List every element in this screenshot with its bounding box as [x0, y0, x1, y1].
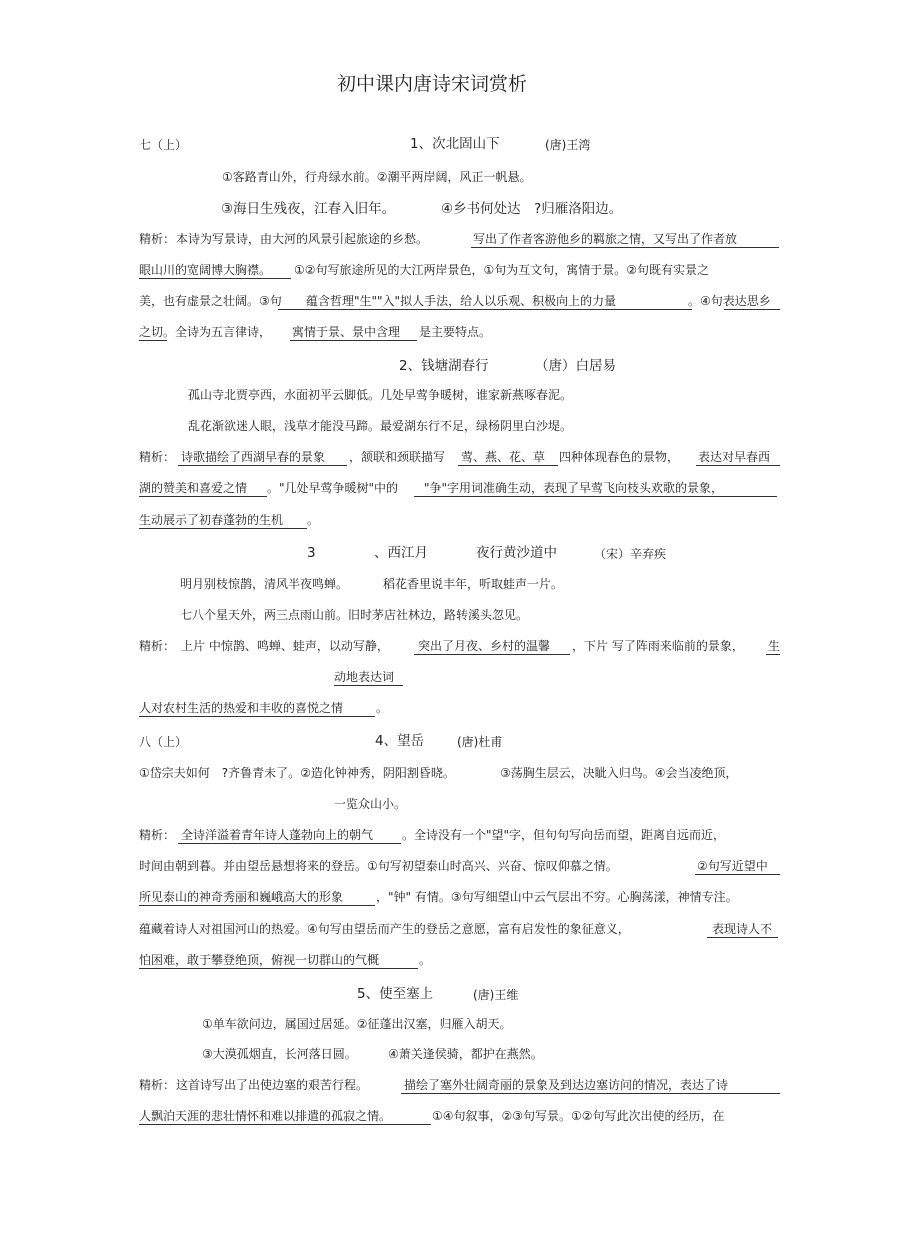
analysis-underlined: 突出了月夜、乡村的温馨 [418, 639, 551, 653]
analysis-underlined: 人飘泊天涯的悲壮情怀和难以排遣的孤寂之情。 [139, 1109, 392, 1123]
analysis-underlined: 诗歌描绘了西湖早春的景象 [181, 450, 326, 464]
poem-line: 明月别枝惊鹊，清风半夜鸣蝉。 [180, 577, 349, 591]
analysis-underlined: 全诗洋溢着青年诗人蓬勃向上的朝气 [181, 828, 374, 842]
poem-line: ④乡书何处达 ?归雁洛阳边。 [441, 201, 623, 217]
analysis-text: ，"钟" 有情。③句写细望山中云气层出不穷。心胸荡漾，神情专注。 [376, 890, 738, 904]
analysis-text: 。 [376, 701, 389, 715]
analysis-underlined: 蕴含哲理"生""入"拟人手法，给人以乐观、积极向上的力量 [306, 294, 617, 308]
analysis-text: ，下片 写了阵雨来临前的景象， [572, 639, 744, 653]
poem-heading: 、西江月 [374, 545, 428, 561]
analysis-label: 精析： [139, 232, 176, 246]
analysis-text: 美，也有虚景之壮阔。③句 [139, 294, 282, 308]
analysis-text: 这首诗写出了出使边塞的艰苦行程。 [176, 1078, 369, 1092]
analysis-text: ①②句写旅途所见的大江两岸景色，①句为互文句，寓情于景。②句既有实景之 [294, 263, 710, 277]
poem-author: (唐)王湾 [545, 138, 591, 152]
poem-author: (唐)杜甫 [457, 735, 503, 749]
analysis-text: 。 [307, 513, 320, 527]
analysis-text: ，颔联和颈联描写 [349, 450, 446, 464]
poem-line: ①岱宗夫如何 ?齐鲁青未了。②造化钟神秀，阴阳割昏晓。 [139, 766, 455, 780]
page-title: 初中课内唐诗宋词赏析 [337, 73, 528, 95]
analysis-underlined: 表现诗人不 [712, 922, 773, 936]
poem-line: 孤山寺北贾亭西，水面初平云脚低。几处早莺争暖树，谁家新燕啄春泥。 [188, 388, 573, 402]
analysis-underlined: "争"字用词准确生动，表现了早莺飞向枝头欢歌的景象， [424, 481, 724, 495]
analysis-label: 精析： [139, 450, 176, 464]
poem-heading: 5、使至塞上 [357, 986, 434, 1002]
analysis-underlined: 描绘了塞外壮阔奇丽的景象及到达边塞访问的情况，表达了诗 [404, 1078, 729, 1092]
analysis-underlined: 湖的赞美和喜爱之情 [139, 481, 248, 495]
poem-line: ④萧关逢侯骑，都护在燕然。 [388, 1047, 543, 1061]
poem-line: 乱花渐欲迷人眼，浅草才能没马蹄。最爱湖东行不足，绿杨阴里白沙堤。 [188, 419, 573, 433]
analysis-underlined: ②句写近望中 [697, 859, 768, 873]
poem-author: （唐）白居易 [535, 358, 616, 374]
poem-heading: 4、望岳 [375, 733, 425, 749]
analysis-underlined: 动地表达词 [334, 670, 395, 684]
analysis-underlined: 生 [768, 639, 781, 653]
poem-line: 七八个星天外，两三点雨山前。旧时茅店社林边，路转溪头忽见。 [180, 608, 529, 622]
analysis-underlined: 所见泰山的神奇秀丽和巍峨高大的形象 [139, 890, 344, 904]
poem-heading-number: 3 [307, 545, 316, 561]
analysis-label: 精析： [139, 639, 176, 653]
grade-label: 七（上） [139, 138, 188, 152]
analysis-text: 蕴藏着诗人对祖国河山的热爱。④句写由望岳而产生的登岳之意愿，富有启发性的象征意义， [139, 922, 630, 936]
analysis-underlined: 寓情于景、景中含理 [292, 325, 401, 339]
poem-author: （宋）辛弃疾 [594, 547, 667, 561]
poem-line: ①客路青山外，行舟绿水前。②潮平两岸阔，风正一帆悬。 [222, 170, 532, 184]
poem-line: 一览众山小。 [334, 797, 407, 811]
poem-line: ③大漠孤烟直，长河落日圆。 [202, 1047, 357, 1061]
analysis-underlined: 写出了作者客游他乡的羁旅之情，又写出了作者放 [473, 232, 738, 246]
analysis-text: 四种体现春色的景物， [559, 450, 680, 464]
analysis-text: 。 [419, 953, 432, 967]
analysis-text: 是主要特点。 [419, 325, 492, 339]
poem-author: (唐)王维 [473, 988, 519, 1002]
analysis-underlined: 眼山川的宽阔博大胸襟。 [139, 263, 272, 277]
analysis-text: 之切。全诗为五言律诗， [139, 325, 272, 339]
poem-heading: 2、钱塘湖春行 [399, 358, 489, 374]
analysis-text: 。④句表达思乡 [688, 294, 771, 308]
analysis-text: 。全诗没有一个"望"字，但句句写向岳而望，距离自远而近， [402, 828, 726, 842]
poem-line: ③荡胸生层云，决眦入归鸟。④会当凌绝顶， [500, 766, 738, 780]
analysis-text: 。"几处早莺争暖树"中的 [267, 481, 399, 495]
analysis-underlined: 怕困难，敢于攀登绝顶，俯视一切群山的气概 [139, 953, 380, 967]
analysis-text: ①④句叙事，②③句写景。①②句写此次出使的经历，在 [432, 1109, 725, 1123]
poem-subtitle: 夜行黄沙道中 [476, 545, 557, 561]
poem-line: ③海日生残夜，江春入旧年。 [221, 201, 396, 217]
analysis-underlined: 表达对早春西 [698, 450, 771, 464]
analysis-text: 上片 中惊鹊、鸣蝉、蛙声，以动写静， [181, 639, 389, 653]
analysis-label: 精析： [139, 1078, 176, 1092]
poem-line: 稻花香里说丰年，听取蛙声一片。 [383, 577, 564, 591]
analysis-underlined: 生动展示了初春蓬勃的生机 [139, 513, 284, 527]
grade-label: 八（上） [139, 735, 188, 749]
analysis-underlined: 人对农村生活的热爱和丰收的喜悦之情 [139, 701, 344, 715]
poem-heading: 1、次北固山下 [410, 136, 500, 152]
analysis-label: 精析： [139, 828, 176, 842]
analysis-text: 时间由朝到暮。并由望岳悬想将来的登岳。①句写初望泰山时高兴、兴奋、惊叹仰慕之情。 [139, 859, 618, 873]
analysis-underlined: 莺、燕、花、草 [461, 450, 546, 464]
analysis-text: 本诗为写景诗，由大河的风景引起旅途的乡愁。 [176, 232, 429, 246]
poem-line: ①单车欲问边，属国过居延。②征蓬出汉塞，归雁入胡天。 [202, 1017, 512, 1031]
